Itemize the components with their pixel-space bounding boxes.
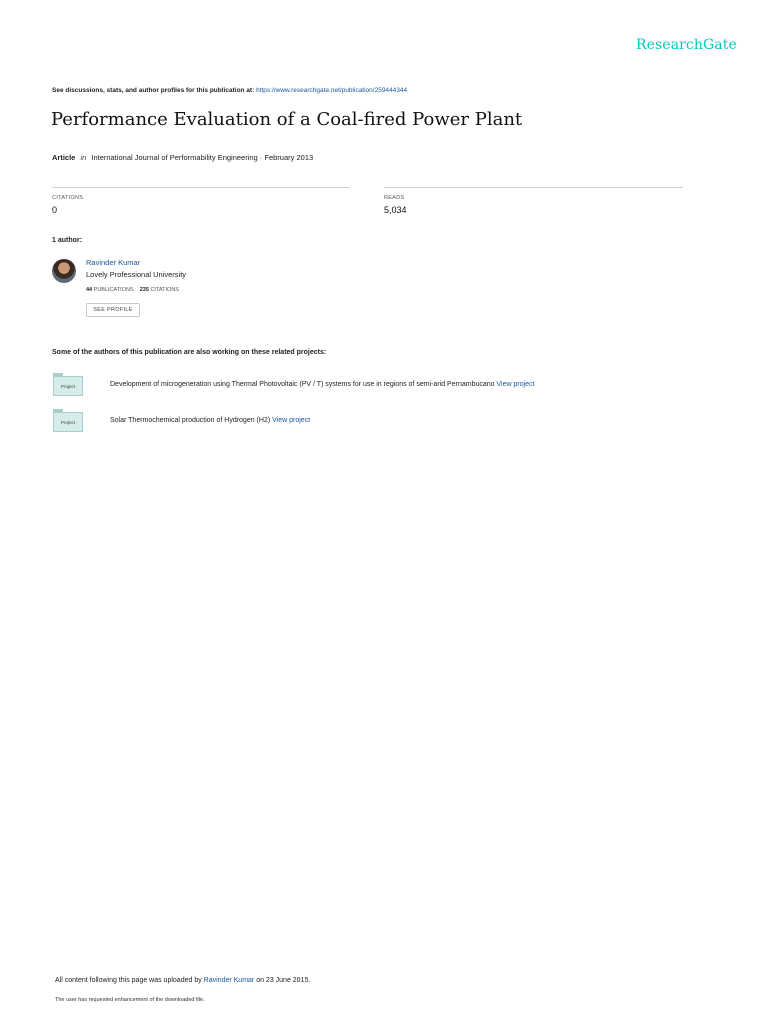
researchgate-logo[interactable]: ResearchGate: [636, 37, 737, 53]
citations-divider: [52, 187, 350, 188]
upload-notice-prefix: All content following this page was uploaded by: [55, 977, 202, 984]
meta-in-label: in: [80, 153, 87, 162]
upload-notice-suffix: on 23 June 2015.: [256, 977, 311, 984]
project-item: [110, 417, 310, 424]
project-folder-icon[interactable]: Project: [53, 376, 83, 396]
project-title: Development of microgeneration using Thermal Photovoltaic (PV / T) systems for use in regions of semi-arid Pernambucano: [110, 381, 495, 388]
discussion-text: See discussions, stats, and author profiles for this publication at:: [52, 87, 255, 94]
author-name-link[interactable]: Ravinder Kumar: [86, 258, 141, 267]
reads-divider: [384, 187, 683, 188]
related-projects-heading: Some of the authors of this publication are also working on these related projects:: [52, 349, 327, 356]
author-stats: [86, 287, 179, 293]
publication-type: Article: [52, 153, 76, 162]
author-publications-label: PUBLICATIONS: [93, 287, 134, 293]
project-item: [110, 381, 535, 388]
publication-url-link[interactable]: https://www.researchgate.net/publication/259444344: [256, 87, 408, 94]
publication-title: Performance Evaluation of a Coal-fired Power Plant: [51, 109, 523, 130]
view-project-link[interactable]: View project: [496, 381, 535, 388]
reads-label: READS: [384, 195, 405, 201]
author-citations-count: 235: [139, 287, 149, 293]
upload-notice: [55, 977, 310, 984]
project-title: Solar Thermochemical production of Hydrogen (H2): [110, 417, 271, 424]
project-folder-icon[interactable]: Project: [53, 412, 83, 432]
journal-name: International Journal of Performability Engineering · February 2013: [91, 153, 314, 162]
authors-heading: 1 author:: [52, 237, 82, 244]
citations-value: 0: [52, 205, 58, 215]
publication-meta: [52, 153, 313, 162]
see-profile-button[interactable]: SEE PROFILE: [86, 303, 140, 317]
reads-value: 5,034: [384, 205, 407, 215]
author-avatar[interactable]: [52, 259, 76, 283]
author-publications-count: 44: [86, 287, 93, 293]
discussion-line: [52, 87, 407, 94]
author-citations-label: CITATIONS: [150, 287, 179, 293]
enhancement-note: The user has requested enhancement of the downloaded file.: [55, 997, 205, 1003]
author-affiliation: Lovely Professional University: [86, 270, 187, 279]
citations-label: CITATIONS: [52, 195, 84, 201]
view-project-link[interactable]: View project: [272, 417, 311, 424]
uploader-link[interactable]: Ravinder Kumar: [203, 977, 255, 984]
